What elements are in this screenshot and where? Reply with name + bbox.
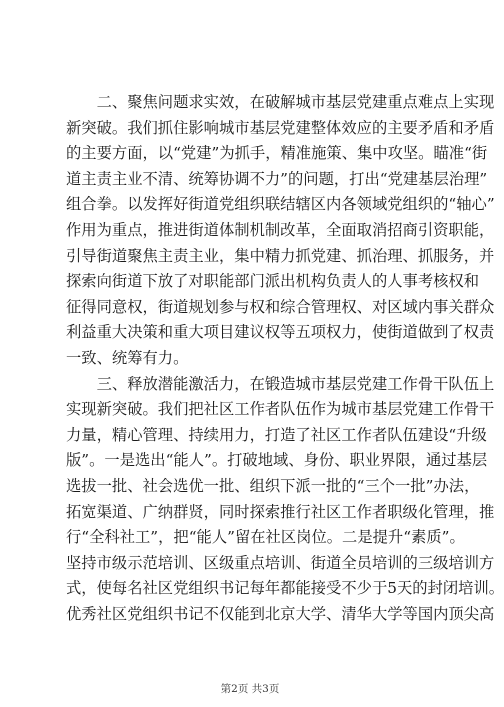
page-footer: 第2页 共3页 <box>220 683 280 695</box>
text-line: 一致、统筹有力。 <box>66 348 189 367</box>
text-line: 坚持市级示范培训、区级重点培训、街道全员培训的三级培训方 <box>66 553 495 572</box>
text-line: 二、聚焦问题求实效，在破解城市基层党建重点难点上实现 <box>66 93 495 111</box>
text-line: 的主要方面，以“党建”为抓手，精准施策、集中攻坚。瞄准“街 <box>66 144 488 163</box>
text-line: 道主责主业不清、统筹协调不力”的问题，打出“党建基层治理” <box>66 169 488 188</box>
text-line: 利益重大决策和重大项目建议权等五项权力，使街道做到了权责 <box>66 323 495 342</box>
text-line: 实现新突破。我们把社区工作者队伍作为城市基层党建工作骨干 <box>66 400 495 419</box>
text-line: 新突破。我们抓住影响城市基层党建整体效应的主要矛盾和矛盾 <box>66 118 495 137</box>
text-line: 优秀社区党组织书记不仅能到北京大学、清华大学等国内顶尖高 <box>66 604 495 623</box>
text-line: 三、释放潜能激活力，在锻造城市基层党建工作骨干队伍上 <box>66 374 495 393</box>
text-line: 选拔一批、社会选优一批、组织下派一批的“三个一批”办法， <box>66 476 480 495</box>
text-line: 行“全科社工”，把“能人”留在社区岗位。二是提升“素质”。 <box>66 528 465 547</box>
text-line: 力量，精心管理、持续用力，打造了社区工作者队伍建设“升级 <box>66 425 487 444</box>
body-text <box>66 90 504 627</box>
text-line: 拓宽渠道、广纳群贤，同时探索推行社区工作者职级化管理，推 <box>66 502 495 521</box>
text-line: 版”。一是选出“能人”。打破地域、身份、职业界限，通过基层 <box>66 451 488 470</box>
text-line: 探索向街道下放了对职能部门派出机构负责人的人事考核权和 <box>66 272 480 291</box>
text-line: 组合拳。以发挥好街道党组织联结辖区内各领域党组织的“轴心” <box>66 195 495 214</box>
text-line: 征得同意权，街道规划参与权和综合管理权、对区域内事关群众 <box>66 297 495 316</box>
text-line: 作用为重点，推进街道体制机制改革，全面取消招商引资职能， <box>66 220 495 239</box>
text-line: 式，使每名社区党组织书记每年都能接受不少于5天的封闭培训。 <box>66 579 504 598</box>
text-line: 引导街道聚焦主责主业，集中精力抓党建、抓治理、抓服务，并 <box>66 246 495 265</box>
